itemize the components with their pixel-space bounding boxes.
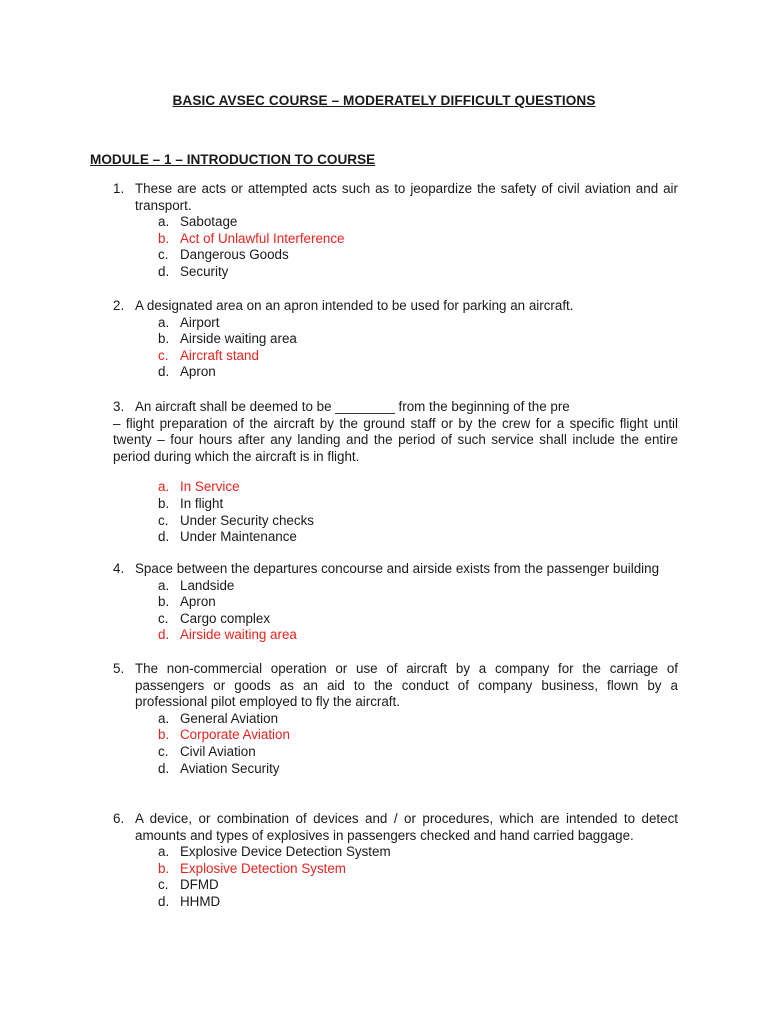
option-letter: b. (158, 727, 170, 743)
option-list (113, 214, 678, 280)
option-text: Apron (180, 364, 216, 380)
question-stem (113, 181, 678, 214)
option-a (158, 315, 678, 332)
option-letter: c. (158, 347, 169, 363)
option-c (158, 611, 678, 628)
question-text: Space between the departures concourse and airside exists from the passenger building (135, 561, 660, 576)
option-text: Aviation Security (180, 760, 280, 776)
option-letter: c. (158, 610, 169, 626)
option-b (158, 496, 678, 513)
option-letter: d. (158, 529, 170, 545)
question-text-line1: An aircraft shall be deemed to be ________ from the beginning of the pre (135, 399, 570, 414)
question-6 (113, 811, 678, 911)
option-text: Under Maintenance (180, 529, 297, 545)
question-1 (113, 181, 678, 281)
option-a (158, 214, 678, 231)
option-a (158, 711, 678, 728)
option-text: Aircraft stand (180, 347, 259, 363)
option-text: Sabotage (180, 214, 238, 230)
option-text: Dangerous Goods (180, 247, 289, 263)
option-letter: d. (158, 627, 170, 643)
option-c (158, 513, 678, 530)
option-letter: b. (158, 594, 170, 610)
option-letter: b. (158, 331, 170, 347)
option-text: In flight (180, 495, 224, 511)
option-text: Civil Aviation (180, 743, 256, 759)
question-text: A designated area on an apron intended to be used for parking an aircraft. (135, 298, 574, 313)
option-text: Airside waiting area (180, 627, 297, 643)
question-number: 2. (113, 298, 125, 313)
option-letter: d. (158, 893, 170, 909)
option-c-correct (158, 348, 678, 365)
option-letter: c. (158, 877, 169, 893)
option-text: DFMD (180, 877, 219, 893)
question-stem (113, 399, 678, 416)
option-list (113, 711, 678, 777)
question-text: A device, or combination of devices and / or procedures, which are intended to detect amounts and types of explosives in passengers checked and hand carried baggage. (135, 811, 678, 843)
option-text: Explosive Detection System (180, 860, 346, 876)
option-text: HHMD (180, 893, 221, 909)
question-number: 1. (113, 181, 125, 196)
question-text: These are acts or attempted acts such as to jeopardize the safety of civil aviation and air transport. (135, 181, 678, 213)
option-a (158, 578, 678, 595)
option-letter: b. (158, 860, 170, 876)
question-text: The non-commercial operation or use of aircraft by a company for the carriage of passengers or goods as an aid to the conduct of company business, flown by a professional pilot employed to fly the aircraft. (135, 661, 678, 710)
option-b-correct (158, 727, 678, 744)
option-letter: c. (158, 512, 169, 528)
option-text: Apron (180, 594, 216, 610)
option-letter: b. (158, 495, 170, 511)
option-b (158, 594, 678, 611)
option-letter: a. (158, 314, 170, 330)
question-stem (113, 561, 678, 578)
option-text: General Aviation (180, 710, 279, 726)
option-a-correct (158, 479, 678, 496)
option-letter: d. (158, 364, 170, 380)
option-letter: d. (158, 760, 170, 776)
option-letter: d. (158, 263, 170, 279)
option-letter: b. (158, 230, 170, 246)
option-text: Explosive Device Detection System (180, 844, 391, 860)
option-letter: a. (158, 710, 170, 726)
option-text: Act of Unlawful Interference (180, 230, 345, 246)
option-letter: a. (158, 844, 170, 860)
question-5 (113, 661, 678, 777)
option-d (158, 364, 678, 381)
option-d (158, 264, 678, 281)
option-letter: c. (158, 743, 169, 759)
question-text-continued: – flight preparation of the aircraft by the ground staff or by the crew for a specific flight until twenty – four hours after any landing and the period of such service shall include the entire period during which the aircraft is in flight. (113, 415, 678, 464)
question-stem (113, 661, 678, 711)
option-text: Airport (180, 314, 220, 330)
question-number: 3. (113, 399, 125, 414)
question-number: 4. (113, 561, 125, 576)
option-d (158, 529, 678, 546)
option-a (158, 844, 678, 861)
option-b-correct (158, 231, 678, 248)
option-list (113, 578, 678, 644)
option-list (113, 315, 678, 381)
question-number: 6. (113, 811, 125, 826)
option-d-correct (158, 627, 678, 644)
option-b-correct (158, 861, 678, 878)
option-text: Corporate Aviation (180, 727, 290, 743)
option-text: Landside (180, 577, 235, 593)
question-3 (113, 399, 678, 546)
option-text: Security (180, 263, 229, 279)
question-2 (113, 298, 678, 381)
question-stem (113, 811, 678, 844)
question-stem (113, 298, 678, 315)
option-text: Cargo complex (180, 610, 271, 626)
option-letter: a. (158, 577, 170, 593)
option-c (158, 877, 678, 894)
option-list (113, 479, 678, 545)
document-title: BASIC AVSEC COURSE – MODERATELY DIFFICULT QUESTIONS (172, 93, 596, 108)
module-heading: MODULE – 1 – INTRODUCTION TO COURSE (90, 152, 376, 167)
question-number: 5. (113, 661, 125, 676)
question-4 (113, 561, 678, 644)
option-c (158, 247, 678, 264)
option-text: Airside waiting area (180, 331, 297, 347)
option-text: In Service (180, 479, 240, 495)
option-text: Under Security checks (180, 512, 314, 528)
option-list (113, 844, 678, 910)
option-b (158, 331, 678, 348)
option-d (158, 894, 678, 911)
option-d (158, 761, 678, 778)
option-letter: a. (158, 479, 170, 495)
option-c (158, 744, 678, 761)
option-letter: a. (158, 214, 170, 230)
option-letter: c. (158, 247, 169, 263)
